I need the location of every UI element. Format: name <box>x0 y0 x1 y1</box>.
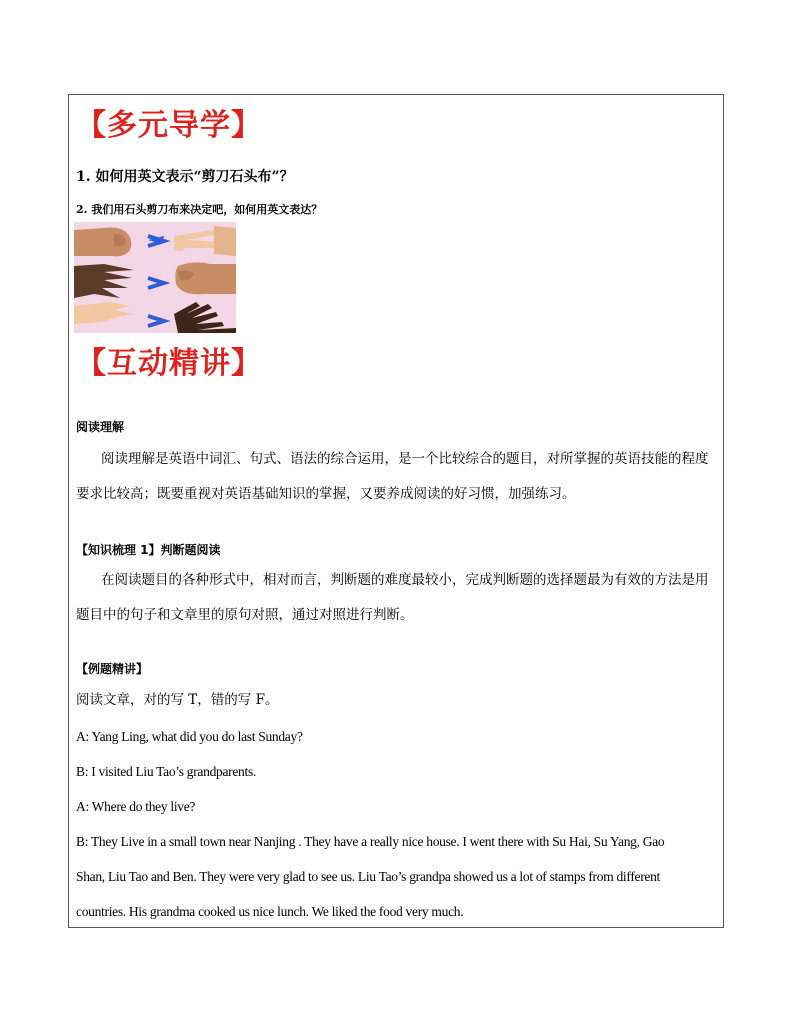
example-instruction: 阅读文章，对的写 T，错的写 F。 <box>76 692 279 708</box>
dialogue-line: countries. His grandma cooked us nice lunch. We liked the food very much. <box>76 904 464 919</box>
section-title-interact: 【互动精讲】 <box>76 346 262 381</box>
reading-paragraph-line-1: 阅读理解是英语中词汇、句式、语法的综合运用，是一个比较综合的题目，对所掌握的英语技能的程度 <box>101 451 709 467</box>
section-title-guide: 【多元导学】 <box>76 108 262 143</box>
reading-paragraph-line-2: 要求比较高；既要重视对英语基础知识的掌握，又要养成阅读的好习惯，加强练习。 <box>76 486 576 502</box>
dialogue-line: B: I visited Liu Tao’s grandparents. <box>76 764 256 779</box>
dialogue-line: Shan, Liu Tao and Ben. They were very glad to see us. Liu Tao’s grandpa showed us a lot of stamps from different <box>76 869 660 884</box>
dialogue-line: B: They Live in a small town near Nanjing . They have a really nice house. I went there with Su Hai, Su Yang, Gao <box>76 834 665 849</box>
example-heading: 【例题精讲】 <box>76 662 149 676</box>
reading-heading: 阅读理解 <box>76 420 125 434</box>
question-2: 2. 我们用石头剪刀布来决定吧，如何用英文表达？ <box>76 203 323 216</box>
knowledge-paragraph-line-2: 题目中的句子和文章里的原句对照，通过对照进行判断。 <box>76 607 414 623</box>
knowledge-heading: 【知识梳理 1】判断题阅读 <box>76 543 221 557</box>
question-1: 1. 如何用英文表示“剪刀石头布”？ <box>76 169 294 185</box>
rock-paper-scissors-hands-image <box>74 222 236 333</box>
dialogue-line: A: Where do they live? <box>76 799 196 814</box>
dialogue-line: A: Yang Ling, what did you do last Sunday? <box>76 729 303 744</box>
knowledge-paragraph-line-1: 在阅读题目的各种形式中，相对而言，判断题的难度最较小，完成判断题的选择题最为有效的方法是用 <box>101 572 709 588</box>
